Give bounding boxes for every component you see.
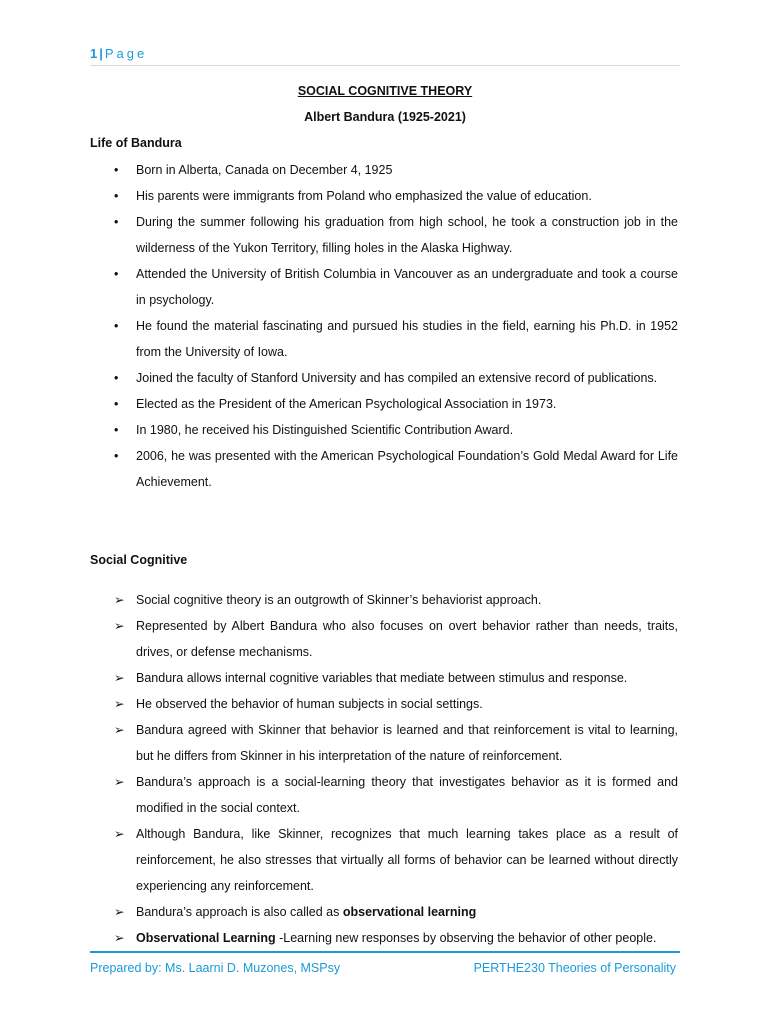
social-list bbox=[90, 587, 678, 951]
list-item bbox=[90, 443, 678, 495]
list-item bbox=[90, 209, 678, 261]
footer-divider bbox=[90, 951, 680, 953]
list-item-text: Bandura’s approach is a social-learning theory that investigates behavior as it is formed and modified in the social context. bbox=[136, 775, 678, 815]
social-heading: Social Cognitive bbox=[90, 553, 188, 567]
arrow-bullet-icon: ➢ bbox=[114, 619, 125, 633]
arrow-bullet-icon: ➢ bbox=[114, 905, 125, 919]
bullet-marker: • bbox=[114, 423, 119, 437]
page-separator: | bbox=[99, 46, 103, 61]
document-subtitle: Albert Bandura (1925-2021) bbox=[304, 110, 466, 124]
list-item bbox=[90, 899, 678, 925]
list-item bbox=[90, 717, 678, 769]
list-item-text: He found the material fascinating and pursued his studies in the field, earning his Ph.D. in 1952 from the University of Iowa. bbox=[136, 319, 678, 359]
list-item bbox=[90, 691, 678, 717]
bullet-marker: • bbox=[114, 449, 119, 463]
bullet-marker: • bbox=[114, 267, 119, 281]
list-item bbox=[90, 417, 678, 443]
list-item bbox=[90, 365, 678, 391]
list-item-bold-term: observational learning bbox=[342, 905, 477, 919]
bullet-marker: • bbox=[114, 397, 119, 411]
list-item-text: His parents were immigrants from Poland who emphasized the value of education. bbox=[136, 189, 592, 203]
arrow-bullet-icon: ➢ bbox=[114, 697, 125, 711]
list-item-text: Social cognitive theory is an outgrowth of Skinner’s behaviorist approach. bbox=[136, 593, 542, 607]
footer-author: Prepared by: Ms. Laarni D. Muzones, MSPsy bbox=[90, 961, 341, 975]
document-title: SOCIAL COGNITIVE THEORY bbox=[297, 84, 473, 98]
arrow-bullet-icon: ➢ bbox=[114, 931, 125, 945]
bullet-marker: • bbox=[114, 371, 119, 385]
list-item-text: 2006, he was presented with the American Psychological Foundation’s Gold Medal Award for Life Achievement. bbox=[136, 449, 678, 489]
list-item-text: Born in Alberta, Canada on December 4, 1925 bbox=[136, 163, 393, 177]
list-item-text: He observed the behavior of human subjects in social settings. bbox=[136, 697, 483, 711]
page-header bbox=[90, 46, 680, 66]
bullet-marker: • bbox=[114, 215, 119, 229]
list-item bbox=[90, 613, 678, 665]
list-item-text: Although Bandura, like Skinner, recognizes that much learning takes place as a result of reinforcement, he also stresses that virtually all forms of behavior can be learned without directly experiencing any reinforcement. bbox=[136, 827, 678, 893]
list-item bbox=[90, 261, 678, 313]
list-item bbox=[90, 769, 678, 821]
bullet-marker: • bbox=[114, 163, 119, 177]
life-heading: Life of Bandura bbox=[90, 136, 182, 150]
list-item-text: Attended the University of British Columbia in Vancouver as an undergraduate and took a course in psychology. bbox=[136, 267, 678, 307]
arrow-bullet-icon: ➢ bbox=[114, 723, 125, 737]
list-item bbox=[90, 157, 678, 183]
arrow-bullet-icon: ➢ bbox=[114, 671, 125, 685]
list-item-text: During the summer following his graduation from high school, he took a construction job in the wilderness of the Yukon Territory, filling holes in the Alaska Highway. bbox=[136, 215, 678, 255]
list-item-text: Represented by Albert Bandura who also focuses on overt behavior rather than needs, traits, drives, or defense mechanisms. bbox=[136, 619, 678, 659]
list-item-text: Bandura allows internal cognitive variables that mediate between stimulus and response. bbox=[136, 671, 628, 685]
page-number: 1 bbox=[90, 46, 98, 61]
list-item-bold-term: Observational Learning bbox=[136, 931, 276, 945]
arrow-bullet-icon: ➢ bbox=[114, 775, 125, 789]
list-item bbox=[90, 313, 678, 365]
list-item-text: In 1980, he received his Distinguished Scientific Contribution Award. bbox=[136, 423, 514, 437]
list-item bbox=[90, 821, 678, 899]
list-item-text: -Learning new responses by observing the behavior of other people. bbox=[275, 931, 657, 945]
footer-course: PERTHE230 Theories of Personality bbox=[473, 961, 676, 975]
list-item bbox=[90, 925, 678, 951]
list-item-text: Bandura’s approach is also called as bbox=[136, 905, 343, 919]
list-item-text: Bandura agreed with Skinner that behavior is learned and that reinforcement is vital to learning, but he differs from Skinner in his interpretation of the nature of reinforcement. bbox=[136, 723, 678, 763]
list-item bbox=[90, 665, 678, 691]
arrow-bullet-icon: ➢ bbox=[114, 593, 125, 607]
page-word: Page bbox=[104, 46, 148, 61]
list-item bbox=[90, 391, 678, 417]
list-item-text: Joined the faculty of Stanford University and has compiled an extensive record of publications. bbox=[136, 371, 658, 385]
arrow-bullet-icon: ➢ bbox=[114, 827, 125, 841]
bullet-marker: • bbox=[114, 319, 119, 333]
bullet-marker: • bbox=[114, 189, 119, 203]
list-item-text: Elected as the President of the American Psychological Association in 1973. bbox=[136, 397, 557, 411]
life-list bbox=[90, 157, 678, 495]
list-item bbox=[90, 587, 678, 613]
list-item bbox=[90, 183, 678, 209]
